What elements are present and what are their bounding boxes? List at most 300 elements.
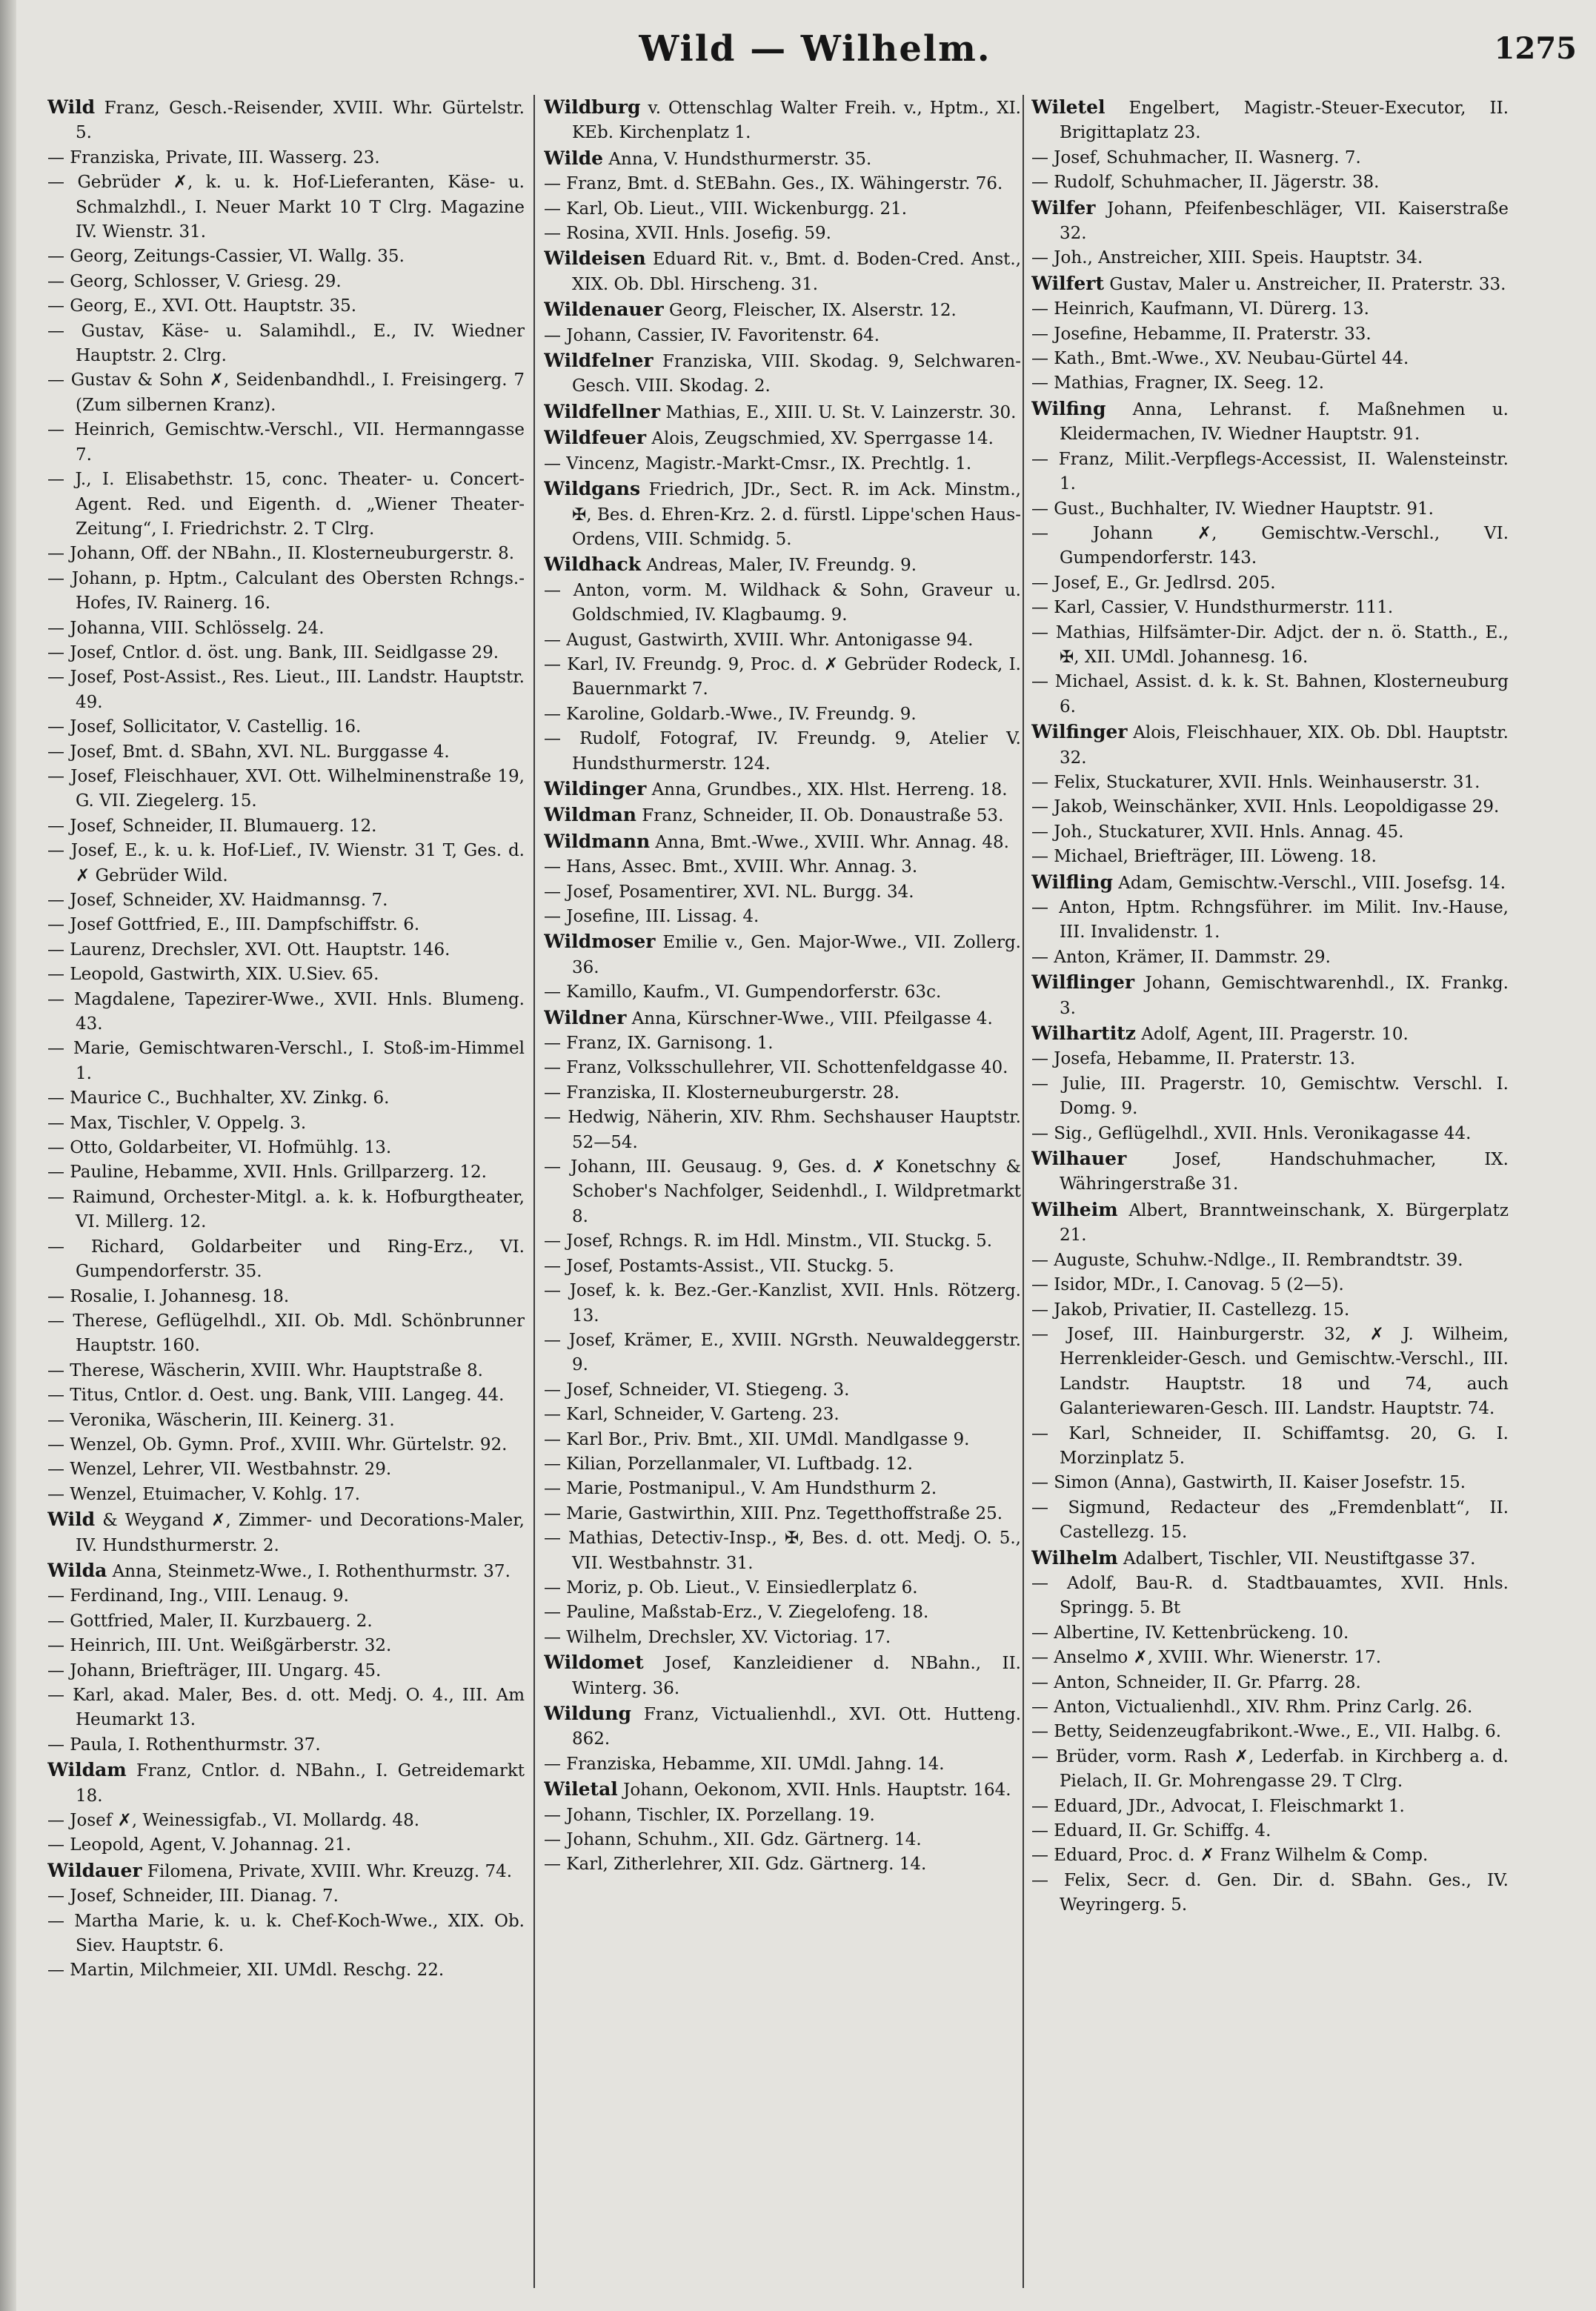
entry-text: — Josef Gottfried, E., III. Dampfschiffstr. 6. — [47, 915, 420, 935]
entry-text: — Johann, Cassier, IV. Favoritenstr. 64. — [544, 325, 880, 345]
directory-entry — [47, 1309, 525, 1359]
directory-entry — [47, 270, 525, 294]
entry-text: — Marie, Gemischtwaren-Verschl., I. Stoß-im-Himmel 1. — [47, 1039, 525, 1083]
entry-text: — Karl, IV. Freundg. 9, Proc. d. ✗ Gebrüder Rodeck, I. Bauernmarkt 7. — [544, 654, 1021, 699]
entry-text: Anna, Kürschner-Wwe., VIII. Pfeilgasse 4. — [626, 1008, 993, 1028]
directory-entry — [1031, 371, 1509, 396]
directory-entry — [1031, 1745, 1509, 1795]
entry-text: — Mathias, Hilfsämter-Dir. Adjct. der n. ö. Statth., E., ✠, XII. UMdl. Johannesg. 16. — [1031, 622, 1509, 667]
entry-text: — Marie, Postmanipul., V. Am Hundsthurm 2. — [544, 1479, 937, 1499]
directory-entry — [544, 1031, 1021, 1056]
entry-text: — J., I. Elisabethstr. 15, conc. Theater- u. Concert-Agent. Red. und Eigenth. d. „Wiener Theater-Zeitung“, I. Friedrichstr. 2. T Clrg. — [47, 470, 525, 539]
directory-head-entry — [1031, 870, 1509, 896]
entry-text: — Paula, I. Rothenthurmstr. 37. — [47, 1735, 321, 1755]
directory-entry — [47, 146, 525, 170]
directory-entry — [544, 197, 1021, 222]
directory-entry — [1031, 1695, 1509, 1720]
entry-text: — Felix, Stuckaturer, XVII. Hnls. Weinhauserstr. 31. — [1031, 772, 1480, 792]
entry-text: — Josefine, III. Lissag. 4. — [544, 907, 759, 926]
column-rule — [533, 95, 535, 2288]
entry-text: Emilie v., Gen. Major-Wwe., VII. Zollerg. 36. — [572, 933, 1021, 977]
directory-head-entry — [47, 1558, 525, 1584]
entry-text: — Marie, Gastwirthin, XIII. Pnz. Tegetthoffstraße 25. — [544, 1503, 1003, 1523]
directory-head-entry — [544, 802, 1021, 828]
directory-entry — [544, 980, 1021, 1005]
entry-text: Johann, Gemischtwarenhdl., IX. Frankg. 3. — [1060, 974, 1509, 1018]
directory-entry — [1031, 1273, 1509, 1297]
entry-text: — Gust., Buchhalter, IV. Wiedner Hauptstr. 91. — [1031, 499, 1434, 519]
entry-text: Engelbert, Magistr.-Steuer-Executor, II. Brigittaplatz 23. — [1060, 99, 1509, 143]
entry-text: — Sig., Geflügelhdl., XVII. Hnls. Veronikagasse 44. — [1031, 1123, 1472, 1143]
directory-entry — [544, 653, 1021, 702]
directory-entry — [544, 1852, 1021, 1877]
directory-entry — [1031, 1720, 1509, 1744]
entry-text: — Josef, Posamentirer, XVI. NL. Burgg. 34. — [544, 882, 914, 902]
directory-entry — [1031, 246, 1509, 270]
entry-text: — Auguste, Schuhw.-Ndlge., II. Rembrandtstr. 39. — [1031, 1250, 1463, 1270]
entry-text: — Heinrich, Gemischtw.-Verschl., VII. Hermanngasse 7. — [47, 420, 525, 465]
directory-entry — [544, 1626, 1021, 1650]
entry-text: — Johann ✗, Gemischtw.-Verschl., VI. Gumpendorferstr. 143. — [1031, 523, 1509, 568]
entry-text: — Georg, Schlosser, V. Griesg. 29. — [47, 271, 342, 291]
entry-text: Johann, Oekonom, XVII. Hnls. Hauptstr. 164. — [617, 1780, 1011, 1800]
entry-surname: Wildinger — [544, 777, 647, 799]
entry-text: — Johann, III. Geusaug. 9, Ges. d. ✗ Konetschny & Schober's Nachfolger, Seidenhdl., I. Wildpretmarkt 8. — [544, 1157, 1021, 1226]
entry-surname: Wilfinger — [1031, 721, 1128, 743]
directory-entry — [47, 1833, 525, 1858]
entry-surname: Wildomet — [544, 1652, 644, 1674]
directory-entry — [1031, 1248, 1509, 1273]
entry-text: — Anton, Krämer, II. Dammstr. 29. — [1031, 947, 1331, 967]
entry-text: — Georg, E., XVI. Ott. Hauptstr. 35. — [47, 296, 357, 316]
directory-entry — [1031, 945, 1509, 970]
entry-text: — Franziska, II. Klosterneuburgerstr. 28. — [544, 1083, 900, 1103]
directory-head-entry — [1031, 1021, 1509, 1047]
entry-text: — Pauline, Maßstab-Erz., V. Ziegelofeng. 18. — [544, 1603, 929, 1623]
directory-entry — [47, 245, 525, 269]
running-head: Wild — Wilhelm. — [639, 28, 991, 70]
entry-text: — Josef, Post-Assist., Res. Lieut., III. Landstr. Hauptstr. 49. — [47, 668, 525, 712]
entry-text: — Veronika, Wäscherin, III. Keinerg. 31. — [47, 1410, 395, 1430]
entry-text: — Raimund, Orchester-Mitgl. a. k. k. Hofburgtheater, VI. Millerg. 12. — [47, 1187, 525, 1232]
directory-entry — [544, 628, 1021, 653]
entry-text: — Josef, Schuhmacher, II. Wasnerg. 7. — [1031, 147, 1361, 167]
directory-entry — [544, 905, 1021, 929]
directory-entry — [544, 1229, 1021, 1254]
entry-surname: Wilfert — [1031, 272, 1105, 294]
column-rule — [1023, 95, 1024, 2288]
entry-text: — Franz, Bmt. d. StEBahn. Ges., IX. Wähingerstr. 76. — [544, 174, 1003, 194]
entry-text: — Josefine, Hebamme, II. Praterstr. 33. — [1031, 324, 1371, 344]
directory-entry — [47, 1809, 525, 1833]
entry-text: — Joh., Anstreicher, XIII. Speis. Hauptstr. 34. — [1031, 248, 1423, 268]
directory-entry — [544, 1428, 1021, 1452]
directory-head-entry — [47, 1858, 525, 1884]
entry-text: — Mathias, Detectiv-Insp., ✠, Bes. d. ott. Medj. O. 5., VII. Westbahnstr. 31. — [544, 1529, 1021, 1573]
entry-text: — Anton, vorm. M. Wildhack & Sohn, Graveur u. Goldschmied, IV. Klagbaumg. 9. — [544, 580, 1021, 625]
entry-text: — Simon (Anna), Gastwirth, II. Kaiser Josefstr. 15. — [1031, 1473, 1466, 1493]
page-number: 1275 — [1494, 31, 1577, 66]
directory-entry — [47, 1433, 525, 1457]
directory-entry — [1031, 146, 1509, 170]
entry-text: — Josefa, Hebamme, II. Praterstr. 13. — [1031, 1049, 1356, 1069]
entry-text: — Brüder, vorm. Rash ✗, Lederfab. in Kirchberg a. d. Pielach, II. Gr. Mohrengasse 29. T Clrg. — [1031, 1746, 1509, 1792]
entry-text: — Josef ✗, Weinessigfab., VI. Mollardg. 48. — [47, 1811, 420, 1831]
entry-text: — Max, Tischler, V. Oppelg. 3. — [47, 1113, 307, 1133]
entry-text: — Johann, Schuhm., XII. Gdz. Gärtnerg. 14. — [544, 1830, 922, 1850]
directory-head-entry — [544, 552, 1021, 578]
directory-entry — [1031, 1843, 1509, 1868]
directory-entry — [544, 1502, 1021, 1526]
entry-text: — Anton, Hptm. Rchngsführer. im Milit. Inv.-Hause, III. Invalidenstr. 1. — [1031, 898, 1509, 942]
directory-entry — [47, 1909, 525, 1959]
entry-text: — Anton, Victualienhdl., XIV. Rhm. Prinz Carlg. 26. — [1031, 1697, 1473, 1717]
entry-text: — Johann, Tischler, IX. Porzellang. 19. — [544, 1805, 875, 1825]
entry-text: — Josef, Schneider, III. Dianag. 7. — [47, 1886, 339, 1906]
directory-entry — [544, 855, 1021, 879]
directory-entry — [1031, 845, 1509, 869]
directory-entry — [1031, 1671, 1509, 1695]
entry-surname: Wildmann — [544, 830, 651, 852]
entry-surname: Wild — [47, 96, 96, 118]
entry-text: — Rosalie, I. Johannesg. 18. — [47, 1286, 290, 1306]
directory-entry — [544, 1526, 1021, 1576]
directory-entry — [544, 172, 1021, 196]
directory-head-entry — [544, 777, 1021, 802]
directory-head-entry — [1031, 95, 1509, 146]
entry-surname: Wildauer — [47, 1859, 142, 1881]
directory-head-entry — [1031, 196, 1509, 247]
directory-entry — [1031, 621, 1509, 671]
entry-surname: Wildung — [544, 1703, 631, 1724]
entry-surname: Wildam — [47, 1759, 127, 1781]
directory-entry — [1031, 820, 1509, 845]
entry-text: — Karl, Schneider, II. Schiffamtsg. 20, G. I. Morzinplatz 5. — [1031, 1423, 1509, 1468]
directory-entry — [1031, 795, 1509, 819]
entry-text: — Josef, Sollicitator, V. Castellig. 16. — [47, 717, 362, 737]
entry-text: — Johann, p. Hptm., Calculant des Obersten Rchngs.-Hofes, IV. Rainerg. 16. — [47, 568, 525, 614]
entry-text: — Isidor, MDr., I. Canovag. 5 (2—5). — [1031, 1275, 1344, 1295]
entry-text: — Adolf, Bau-R. d. Stadtbauamtes, XVII. Hnls. Springg. 5. Bt — [1031, 1573, 1509, 1618]
directory-entry — [47, 913, 525, 937]
entry-surname: Wiletel — [1031, 96, 1105, 118]
entry-text: — Vincenz, Magistr.-Markt-Cmsr., IX. Prechtlg. 1. — [544, 453, 972, 473]
directory-entry — [47, 888, 525, 913]
directory-entry — [47, 170, 525, 245]
directory-entry — [1031, 1496, 1509, 1546]
directory-entry — [1031, 322, 1509, 347]
directory-entry — [544, 727, 1021, 777]
entry-surname: Wilhartitz — [1031, 1023, 1136, 1045]
entry-text: — Rudolf, Schuhmacher, II. Jägerstr. 38. — [1031, 173, 1380, 193]
directory-entry — [47, 1609, 525, 1634]
entry-text: — Richard, Goldarbeiter und Ring-Erz., VI. Gumpendorferstr. 35. — [47, 1237, 525, 1282]
directory-head-entry — [47, 1758, 525, 1809]
entry-surname: Wildenauer — [544, 299, 664, 321]
entry-text: — Karl, Ob. Lieut., VIII. Wickenburgg. 21. — [544, 199, 908, 219]
directory-entry — [1031, 170, 1509, 195]
directory-head-entry — [544, 1005, 1021, 1031]
entry-text: — Leopold, Gastwirth, XIX. U.Siev. 65. — [47, 965, 379, 985]
directory-entry — [1031, 1047, 1509, 1071]
directory-entry — [47, 1958, 525, 1983]
directory-entry — [47, 839, 525, 888]
entry-text: Anna, V. Hundsthurmerstr. 35. — [603, 149, 872, 169]
entry-text: — Michael, Briefträger, III. Löweng. 18. — [1031, 847, 1377, 867]
entry-text: — Moriz, p. Ob. Lieut., V. Einsiedlerplatz 6. — [544, 1577, 918, 1597]
directory-entry — [1031, 347, 1509, 371]
directory-entry — [1031, 1298, 1509, 1323]
directory-entry — [544, 1576, 1021, 1600]
directory-head-entry — [1031, 396, 1509, 448]
entry-surname: Wild — [47, 1509, 96, 1531]
directory-head-entry — [47, 95, 525, 146]
entry-text: — Laurenz, Drechsler, XVI. Ott. Hauptstr. 146. — [47, 940, 450, 960]
directory-head-entry — [544, 476, 1021, 552]
entry-text: — Karl, Schneider, V. Garteng. 23. — [544, 1405, 839, 1425]
directory-entry — [1031, 596, 1509, 620]
directory-entry — [544, 579, 1021, 628]
directory-head-entry — [1031, 271, 1509, 297]
entry-text: — Rosina, XVII. Hnls. Josefig. 59. — [544, 224, 831, 244]
directory-entry — [47, 1235, 525, 1285]
directory-head-entry — [544, 348, 1021, 399]
directory-head-entry — [544, 425, 1021, 451]
directory-entry — [47, 665, 525, 715]
directory-entry — [544, 1105, 1021, 1155]
directory-entry — [47, 938, 525, 962]
entry-surname: Wildburg — [544, 96, 641, 118]
entry-surname: Wildman — [544, 804, 636, 826]
entry-text: — Georg, Zeitungs-Cassier, VI. Wallg. 35. — [47, 247, 405, 267]
directory-entry — [1031, 1819, 1509, 1843]
entry-text: Josef, Kanzleidiener d. NBahn., II. Winterg. 36. — [572, 1654, 1021, 1698]
entry-text: — Johann, Briefträger, III. Ungarg. 45. — [47, 1660, 382, 1680]
entry-text: — Franziska, Hebamme, XII. UMdl. Jahng. 14. — [544, 1754, 945, 1774]
directory-entry — [544, 1752, 1021, 1777]
entry-text: Friedrich, JDr., Sect. R. im Ack. Minstm., ✠, Bes. d. Ehren-Krz. 2. d. fürstl. Lippe'schen Haus-Ordens, VIII. Schmidg. 5. — [572, 480, 1021, 549]
entry-text: — Franz, IX. Garnisong. 1. — [544, 1034, 774, 1054]
entry-text: — Josef, k. k. Bez.-Ger.-Kanzlist, XVII. Hnls. Rötzerg. 13. — [544, 1281, 1021, 1326]
entry-text: — Michael, Assist. d. k. k. St. Bahnen, Klosterneuburg 6. — [1031, 672, 1509, 716]
directory-head-entry — [544, 246, 1021, 297]
entry-text: — Hans, Assec. Bmt., XVIII. Whr. Annag. 3. — [544, 857, 918, 877]
entry-text: — Ferdinand, Ing., VIII. Lenaug. 9. — [47, 1586, 349, 1606]
entry-text: — Josef, III. Hainburgerstr. 32, ✗ J. Wilheim, Herrenkleider-Gesch. und Gemischtw.-Verschl., III. Landstr. Hauptstr. 18 und 74, auch Galanteriewaren-Gesch. III. Landstr. Hauptstr. 74. — [1031, 1324, 1509, 1419]
entry-text: — Kilian, Porzellanmaler, VI. Luftbadg. 12. — [544, 1454, 913, 1474]
entry-text: Anna, Lehranst. f. Maßnehmen u. Kleidermachen, IV. Wiedner Hauptstr. 91. — [1060, 399, 1509, 445]
directory-entry — [1031, 771, 1509, 795]
entry-text: — Josef, Rchngs. R. im Hdl. Minstm., VII. Stuckg. 5. — [544, 1231, 993, 1251]
directory-head-entry — [1031, 1546, 1509, 1572]
entry-text: — Karl, Zitherlehrer, XII. Gdz. Gärtnerg. 14. — [544, 1855, 927, 1875]
entry-text: Franziska, VIII. Skodag. 9, Selchwaren-Gesch. VIII. Skodag. 2. — [572, 352, 1021, 396]
directory-entry — [1031, 1646, 1509, 1670]
entry-surname: Wilhelm — [1031, 1546, 1118, 1569]
directory-head-entry — [544, 1777, 1021, 1803]
entry-surname: Wildeisen — [544, 247, 646, 270]
directory-entry — [544, 1378, 1021, 1403]
directory-entry — [1031, 1072, 1509, 1122]
entry-text: — Josef, Cntlor. d. öst. ung. Bank, III. Seidlgasse 29. — [47, 642, 499, 662]
entry-text: — Eduard, II. Gr. Schiffg. 4. — [1031, 1821, 1271, 1841]
directory-entry — [47, 1383, 525, 1408]
entry-text: Anna, Steinmetz-Wwe., I. Rothenthurmstr. 37. — [107, 1561, 511, 1581]
entry-text: — Karl Bor., Priv. Bmt., XII. UMdl. Mandlgasse 9. — [544, 1429, 970, 1449]
entry-text: — Wenzel, Ob. Gymn. Prof., XVIII. Whr. Gürtelstr. 92. — [47, 1434, 508, 1454]
entry-surname: Wildgans — [544, 478, 641, 500]
directory-column-3 — [1031, 95, 1509, 2288]
directory-entry — [47, 1037, 525, 1086]
directory-entry — [47, 1160, 525, 1185]
directory-entry — [47, 1584, 525, 1609]
page-header — [44, 28, 1586, 80]
entry-text: Adam, Gemischtw.-Verschl., VIII. Josefsg. 14. — [1112, 873, 1506, 893]
entry-text: — Hedwig, Näherin, XIV. Rhm. Sechshauser Hauptstr. 52—54. — [544, 1108, 1021, 1152]
entry-text: — Maurice C., Buchhalter, XV. Zinkg. 6. — [47, 1088, 390, 1108]
entry-text: — August, Gastwirth, XVIII. Whr. Antonigasse 94. — [544, 630, 974, 650]
entry-text: — Josef, Schneider, XV. Haidmannsg. 7. — [47, 891, 388, 910]
entry-text: — Felix, Secr. d. Gen. Dir. d. SBahn. Ges., IV. Weyringerg. 5. — [1031, 1870, 1509, 1915]
entry-text: — Josef, Krämer, E., XVIII. NGrsth. Neuwaldeggerstr. 9. — [544, 1330, 1021, 1375]
directory-entry — [47, 294, 525, 319]
entry-text: Anna, Bmt.-Wwe., XVIII. Whr. Annag. 48. — [650, 832, 1009, 852]
directory-entry — [47, 468, 525, 542]
entry-surname: Wilfer — [1031, 196, 1096, 219]
entry-text: — Wenzel, Etuimacher, V. Kohlg. 17. — [47, 1484, 361, 1504]
entry-text: — Gustav & Sohn ✗, Seidenbandhdl., I. Freisingerg. 7 (Zum silbernen Kranz). — [47, 370, 525, 415]
entry-text: Albert, Branntweinschank, X. Bürgerplatz 21. — [1060, 1200, 1509, 1246]
entry-text: — Martha Marie, k. u. k. Chef-Koch-Wwe., XIX. Ob. Siev. Hauptstr. 6. — [47, 1911, 525, 1956]
entry-text: — Anselmo ✗, XVIII. Whr. Wienerstr. 17. — [1031, 1648, 1382, 1668]
entry-surname: Wilfing — [1031, 397, 1106, 419]
entry-text: — Julie, III. Pragerstr. 10, Gemischtw. Verschl. I. Domg. 9. — [1031, 1074, 1509, 1119]
entry-text: Franz, Victualienhdl., XVI. Ott. Hutteng. 862. — [572, 1705, 1021, 1749]
directory-entry — [1031, 448, 1509, 497]
directory-entry — [47, 418, 525, 468]
directory-entry — [1031, 1795, 1509, 1819]
entry-text: & Weygand ✗, Zimmer- und Decorations-Maler, IV. Hundsthurmerstr. 2. — [76, 1511, 525, 1555]
directory-entry — [1031, 571, 1509, 596]
entry-text: — Rudolf, Fotograf, IV. Freundg. 9, Atelier V. Hundsthurmerstr. 124. — [544, 729, 1021, 774]
directory-entry — [1031, 670, 1509, 719]
entry-text: — Johanna, VIII. Schlösselg. 24. — [47, 618, 325, 638]
directory-head-entry — [544, 929, 1021, 980]
entry-text: — Gebrüder ✗, k. u. k. Hof-Lieferanten, Käse- u. Schmalzhdl., I. Neuer Markt 10 T Clrg. Magazine IV. Wienstr. 31. — [47, 173, 525, 242]
directory-entry — [47, 1285, 525, 1309]
directory-entry — [47, 715, 525, 739]
entry-text: Johann, Pfeifenbeschläger, VII. Kaiserstraße 32. — [1060, 199, 1509, 244]
entry-text: Alois, Fleischhauer, XIX. Ob. Dbl. Hauptstr. 32. — [1060, 723, 1509, 768]
entry-text: — Joh., Stuckaturer, XVII. Hnls. Annag. 45. — [1031, 822, 1404, 842]
entry-text: — Karl, akad. Maler, Bes. d. ott. Medj. O. 4., III. Am Heumarkt 13. — [47, 1686, 525, 1730]
entry-surname: Wildfellner — [544, 400, 661, 422]
directory-entry — [47, 740, 525, 765]
directory-entry — [47, 616, 525, 641]
entry-text: v. Ottenschlag Walter Freih. v., Hptm., XI. KEb. Kirchenplatz 1. — [572, 99, 1021, 143]
entry-surname: Wilheim — [1031, 1198, 1118, 1220]
page-edge-shadow — [0, 0, 16, 2311]
directory-entry — [1031, 297, 1509, 322]
directory-head-entry — [544, 146, 1021, 172]
entry-text: — Gustav, Käse- u. Salamihdl., E., IV. Wiedner Hauptstr. 2. Clrg. — [47, 321, 525, 366]
directory-entry — [47, 542, 525, 566]
entry-text: — Pauline, Hebamme, XVII. Hnls. Grillparzerg. 12. — [47, 1163, 487, 1183]
directory-entry — [544, 222, 1021, 246]
directory-entry — [544, 1803, 1021, 1828]
directory-head-entry — [47, 1507, 525, 1558]
directory-entry — [47, 1111, 525, 1136]
entry-text: — Gottfried, Maler, II. Kurzbauerg. 2. — [47, 1611, 373, 1631]
directory-head-entry — [544, 829, 1021, 855]
entry-text: — Kath., Bmt.-Wwe., XV. Neubau-Gürtel 44. — [1031, 349, 1409, 369]
directory-head-entry — [1031, 719, 1509, 771]
entry-text: Franz, Schneider, II. Ob. Donaustraße 53. — [636, 806, 1004, 826]
entry-text: Franz, Cntlor. d. NBahn., I. Getreidemarkt 18. — [76, 1761, 525, 1806]
directory-entry — [544, 1329, 1021, 1378]
entry-surname: Wilfling — [1031, 871, 1113, 893]
directory-entry — [544, 880, 1021, 905]
entry-text: — Karoline, Goldarb.-Wwe., IV. Freundg. 9. — [544, 704, 917, 724]
entry-text: — Betty, Seidenzeugfabrikont.-Wwe., E., VII. Halbg. 6. — [1031, 1722, 1502, 1742]
directory-entry — [47, 1359, 525, 1383]
directory-column-1 — [47, 95, 525, 2288]
directory-head-entry — [544, 399, 1021, 425]
directory-entry — [1031, 1621, 1509, 1646]
entry-text: — Karl, Cassier, V. Hundsthurmerstr. 111. — [1031, 598, 1394, 618]
directory-entry — [544, 1452, 1021, 1477]
directory-entry — [47, 814, 525, 839]
entry-text: — Johann, Off. der NBahn., II. Klosterneuburgerstr. 8. — [47, 544, 515, 564]
entry-text: Andreas, Maler, IV. Freundg. 9. — [641, 556, 917, 576]
directory-entry — [544, 324, 1021, 348]
entry-text: Georg, Fleischer, IX. Alserstr. 12. — [663, 301, 957, 321]
entry-text: Mathias, E., XIII. U. St. V. Lainzerstr. 30. — [660, 402, 1017, 422]
entry-text: Adolf, Agent, III. Pragerstr. 10. — [1135, 1025, 1409, 1045]
directory-entry — [47, 1457, 525, 1482]
entry-text: — Sigmund, Redacteur des „Fremdenblatt“, II. Castellezg. 15. — [1031, 1497, 1509, 1543]
directory-entry — [1031, 1323, 1509, 1422]
entry-text: — Albertine, IV. Kettenbrückeng. 10. — [1031, 1623, 1349, 1643]
entry-text: — Otto, Goldarbeiter, VI. Hofmühlg. 13. — [47, 1138, 392, 1158]
directory-entry — [1031, 522, 1509, 571]
entry-text: — Magdalene, Tapezirer-Wwe., XVII. Hnls. Blumeng. 43. — [47, 989, 525, 1034]
entry-text: — Therese, Wäscherin, XVIII. Whr. Hauptstraße 8. — [47, 1360, 483, 1380]
directory-entry — [47, 988, 525, 1037]
directory-entry — [47, 641, 525, 665]
directory-entry — [1031, 1869, 1509, 1918]
directory-entry — [47, 1683, 525, 1733]
directory-head-entry — [544, 1701, 1021, 1752]
entry-text: Eduard Rit. v., Bmt. d. Boden-Cred. Anst., XIX. Ob. Dbl. Hirscheng. 31. — [572, 250, 1021, 294]
entry-surname: Wildner — [544, 1006, 627, 1028]
entry-text: — Wilhelm, Drechsler, XV. Victoriag. 17. — [544, 1627, 891, 1647]
entry-text: — Franz, Volksschullehrer, VII. Schottenfeldgasse 40. — [544, 1058, 1008, 1078]
entry-text: — Therese, Geflügelhdl., XII. Ob. Mdl. Schönbrunner Hauptstr. 160. — [47, 1311, 525, 1356]
directory-column-2 — [544, 95, 1021, 2288]
entry-surname: Wildhack — [544, 553, 642, 576]
directory-entry — [1031, 1471, 1509, 1495]
directory-entry — [1031, 1572, 1509, 1621]
entry-text: — Kamillo, Kaufm., VI. Gumpendorferstr. 63c. — [544, 982, 942, 1002]
directory-entry — [47, 1634, 525, 1658]
entry-text: — Josef, Schneider, VI. Stiegeng. 3. — [544, 1380, 850, 1400]
directory-entry — [1031, 1122, 1509, 1146]
directory-entry — [544, 1828, 1021, 1852]
entry-surname: Wildmoser — [544, 931, 656, 953]
entry-surname: Wilhauer — [1031, 1148, 1127, 1170]
entry-surname: Wilflinger — [1031, 971, 1135, 994]
